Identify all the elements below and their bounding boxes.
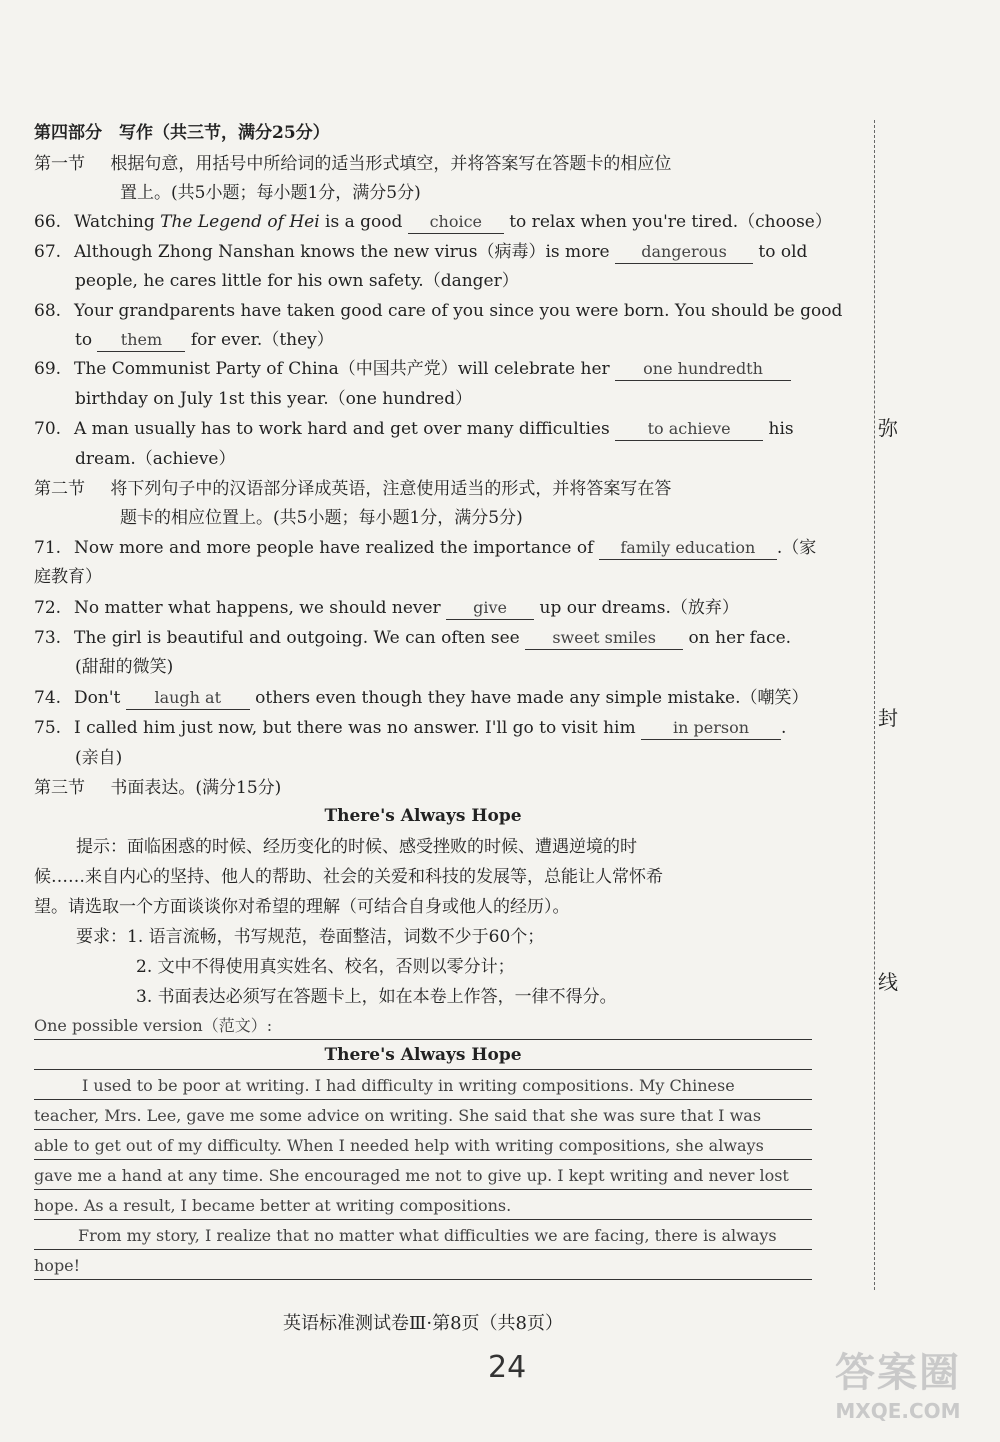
question-text: Don't: [74, 688, 126, 708]
question-72: [34, 597, 739, 620]
hint-line-1: 提示：面临困惑的时候、经历变化的时候、感受挫败的时候、遭遇逆境的时: [76, 837, 637, 857]
question-text: I called him just now, but there was no answer. I'll go to visit him: [74, 718, 642, 738]
essay-title: There's Always Hope: [34, 1042, 812, 1070]
question-73-line2: (甜甜的微笑): [75, 657, 174, 677]
question-text: for ever.（they）: [185, 330, 334, 350]
answer-blank-73[interactable]: sweet smiles: [525, 627, 683, 650]
question-text: on her face.: [683, 628, 792, 648]
answer-blank-75[interactable]: in person: [641, 717, 781, 740]
part2-label: 第二节: [34, 479, 85, 499]
essay-line: able to get out of my difficulty. When I needed help with writing compositions, she always: [34, 1132, 812, 1160]
part1-instruction: [34, 153, 671, 175]
part1-instruction-line2: 置上。(共5小题；每小题1分，满分5分): [120, 183, 421, 203]
part3-text: 书面表达。(满分15分): [110, 778, 282, 798]
part2-instruction-line2: 题卡的相应位置上。(共5小题；每小题1分，满分5分): [120, 508, 523, 528]
essay-line: hope!: [34, 1252, 812, 1280]
question-69: [34, 358, 791, 381]
requirement-3: 3. 书面表达必须写在答题卡上，如在本卷上作答，一律不得分。: [136, 987, 617, 1007]
hint-line-2: 候……来自内心的坚持、他人的帮助、社会的关爱和科技的发展等，总能让人常怀希: [34, 867, 663, 887]
question-text: Now more and more people have realized the importance of: [74, 538, 599, 558]
question-text: to old: [753, 242, 808, 262]
page-footer: 英语标准测试卷Ⅲ·第8页（共8页）: [283, 1313, 563, 1334]
question-text: .（家: [776, 538, 817, 558]
question-number: 66.: [34, 212, 62, 232]
handwritten-page-number: 24: [488, 1350, 527, 1385]
answer-blank-70[interactable]: to achieve: [615, 418, 763, 441]
part1-label: 第一节: [34, 154, 85, 174]
question-text: up our dreams.（放弃）: [534, 598, 739, 618]
question-73: [34, 627, 791, 650]
question-75: [34, 717, 786, 740]
seal-mark-1: 弥: [878, 416, 898, 440]
essay-line: hope. As a result, I became better at writing compositions.: [34, 1192, 812, 1220]
question-number: 71.: [34, 538, 62, 558]
question-number: 74.: [34, 688, 62, 708]
part1-instruction-line1: 根据句意，用括号中所给词的适当形式填空，并将答案写在答题卡的相应位: [110, 154, 672, 174]
watermark-logo: [818, 1348, 978, 1434]
answer-blank-71[interactable]: family education: [599, 537, 777, 560]
answer-blank-66[interactable]: choice: [408, 211, 504, 234]
question-text: .: [781, 718, 787, 738]
question-number: 75.: [34, 718, 62, 738]
essay-line: teacher, Mrs. Lee, gave me some advice on writing. She said that she was sure that I was: [34, 1102, 812, 1130]
watermark-en: MXQE.COM: [835, 1399, 961, 1423]
question-66: [34, 211, 832, 234]
seal-mark-2: 封: [878, 706, 898, 730]
question-text: Your grandparents have taken good care of you since you were born. You should be good: [74, 301, 843, 321]
hint-line-3: 望。请选取一个方面谈谈你对希望的理解（可结合自身或他人的经历）。: [34, 897, 570, 917]
writing-title: There's Always Hope: [324, 806, 522, 826]
question-text: Although Zhong Nanshan knows the new virus（病毒）is more: [74, 242, 615, 262]
essay-line: gave me a hand at any time. She encouraged me not to give up. I kept writing and never lost: [34, 1162, 812, 1190]
part2-instruction: [34, 478, 671, 500]
question-text: is a good: [319, 212, 408, 232]
question-67-line2: people, he cares little for his own safety.（danger）: [75, 271, 519, 291]
answer-blank-69[interactable]: one hundredth: [615, 358, 791, 381]
question-67: [34, 241, 807, 264]
question-68-line2: [75, 329, 334, 352]
question-text: The Communist Party of China（中国共产党）will celebrate her: [74, 359, 616, 379]
question-number: 72.: [34, 598, 62, 618]
question-70-line2: dream.（achieve）: [75, 449, 236, 469]
question-text: The girl is beautiful and outgoing. We can often see: [74, 628, 526, 648]
question-text: to relax when you're tired.（choose）: [503, 212, 832, 232]
question-text: his: [763, 419, 794, 439]
answer-blank-68[interactable]: them: [97, 329, 185, 352]
essay-line: From my story, I realize that no matter what difficulties we are facing, there is always: [34, 1222, 812, 1250]
question-text: to: [75, 330, 98, 350]
version-label: One possible version（范文）:: [34, 1012, 812, 1040]
question-text: others even though they have made any simple mistake.（嘲笑）: [249, 688, 809, 708]
seal-mark-3: 线: [878, 970, 898, 994]
question-number: 69.: [34, 359, 62, 379]
answer-blank-67[interactable]: dangerous: [615, 241, 753, 264]
question-71-line2: 庭教育）: [34, 567, 102, 587]
question-text: No matter what happens, we should never: [74, 598, 447, 618]
question-74: [34, 687, 809, 710]
watermark-cn: 答案圈: [835, 1350, 961, 1396]
answer-blank-74[interactable]: laugh at: [126, 687, 250, 710]
requirement-1: 要求：1. 语言流畅，书写规范，卷面整洁，词数不少于60个；: [76, 927, 545, 947]
seal-dashed-line: [874, 120, 875, 1290]
question-75-line2: (亲自): [75, 748, 123, 768]
essay-line: I used to be poor at writing. I had difficulty in writing compositions. My Chinese: [34, 1072, 812, 1100]
question-title-italic: The Legend of Hei: [160, 212, 320, 232]
question-text: Watching: [74, 212, 161, 232]
question-number: 70.: [34, 419, 62, 439]
part3-label: 第三节: [34, 778, 85, 798]
requirement-2: 2. 文中不得使用真实姓名、校名，否则以零分计；: [136, 957, 515, 977]
question-69-line2: birthday on July 1st this year.（one hundred）: [75, 389, 473, 409]
question-number: 73.: [34, 628, 62, 648]
question-number: 68.: [34, 301, 62, 321]
question-text: A man usually has to work hard and get over many difficulties: [74, 419, 616, 439]
question-68: [34, 300, 842, 322]
question-71: [34, 537, 816, 560]
question-70: [34, 418, 794, 441]
part3-instruction: [34, 777, 281, 799]
question-number: 67.: [34, 242, 62, 262]
section-header: 第四部分 写作（共三节，满分25分）: [34, 123, 330, 143]
answer-blank-72[interactable]: give: [446, 597, 534, 620]
part2-instruction-line1: 将下列句子中的汉语部分译成英语，注意使用适当的形式，并将答案写在答: [110, 479, 672, 499]
